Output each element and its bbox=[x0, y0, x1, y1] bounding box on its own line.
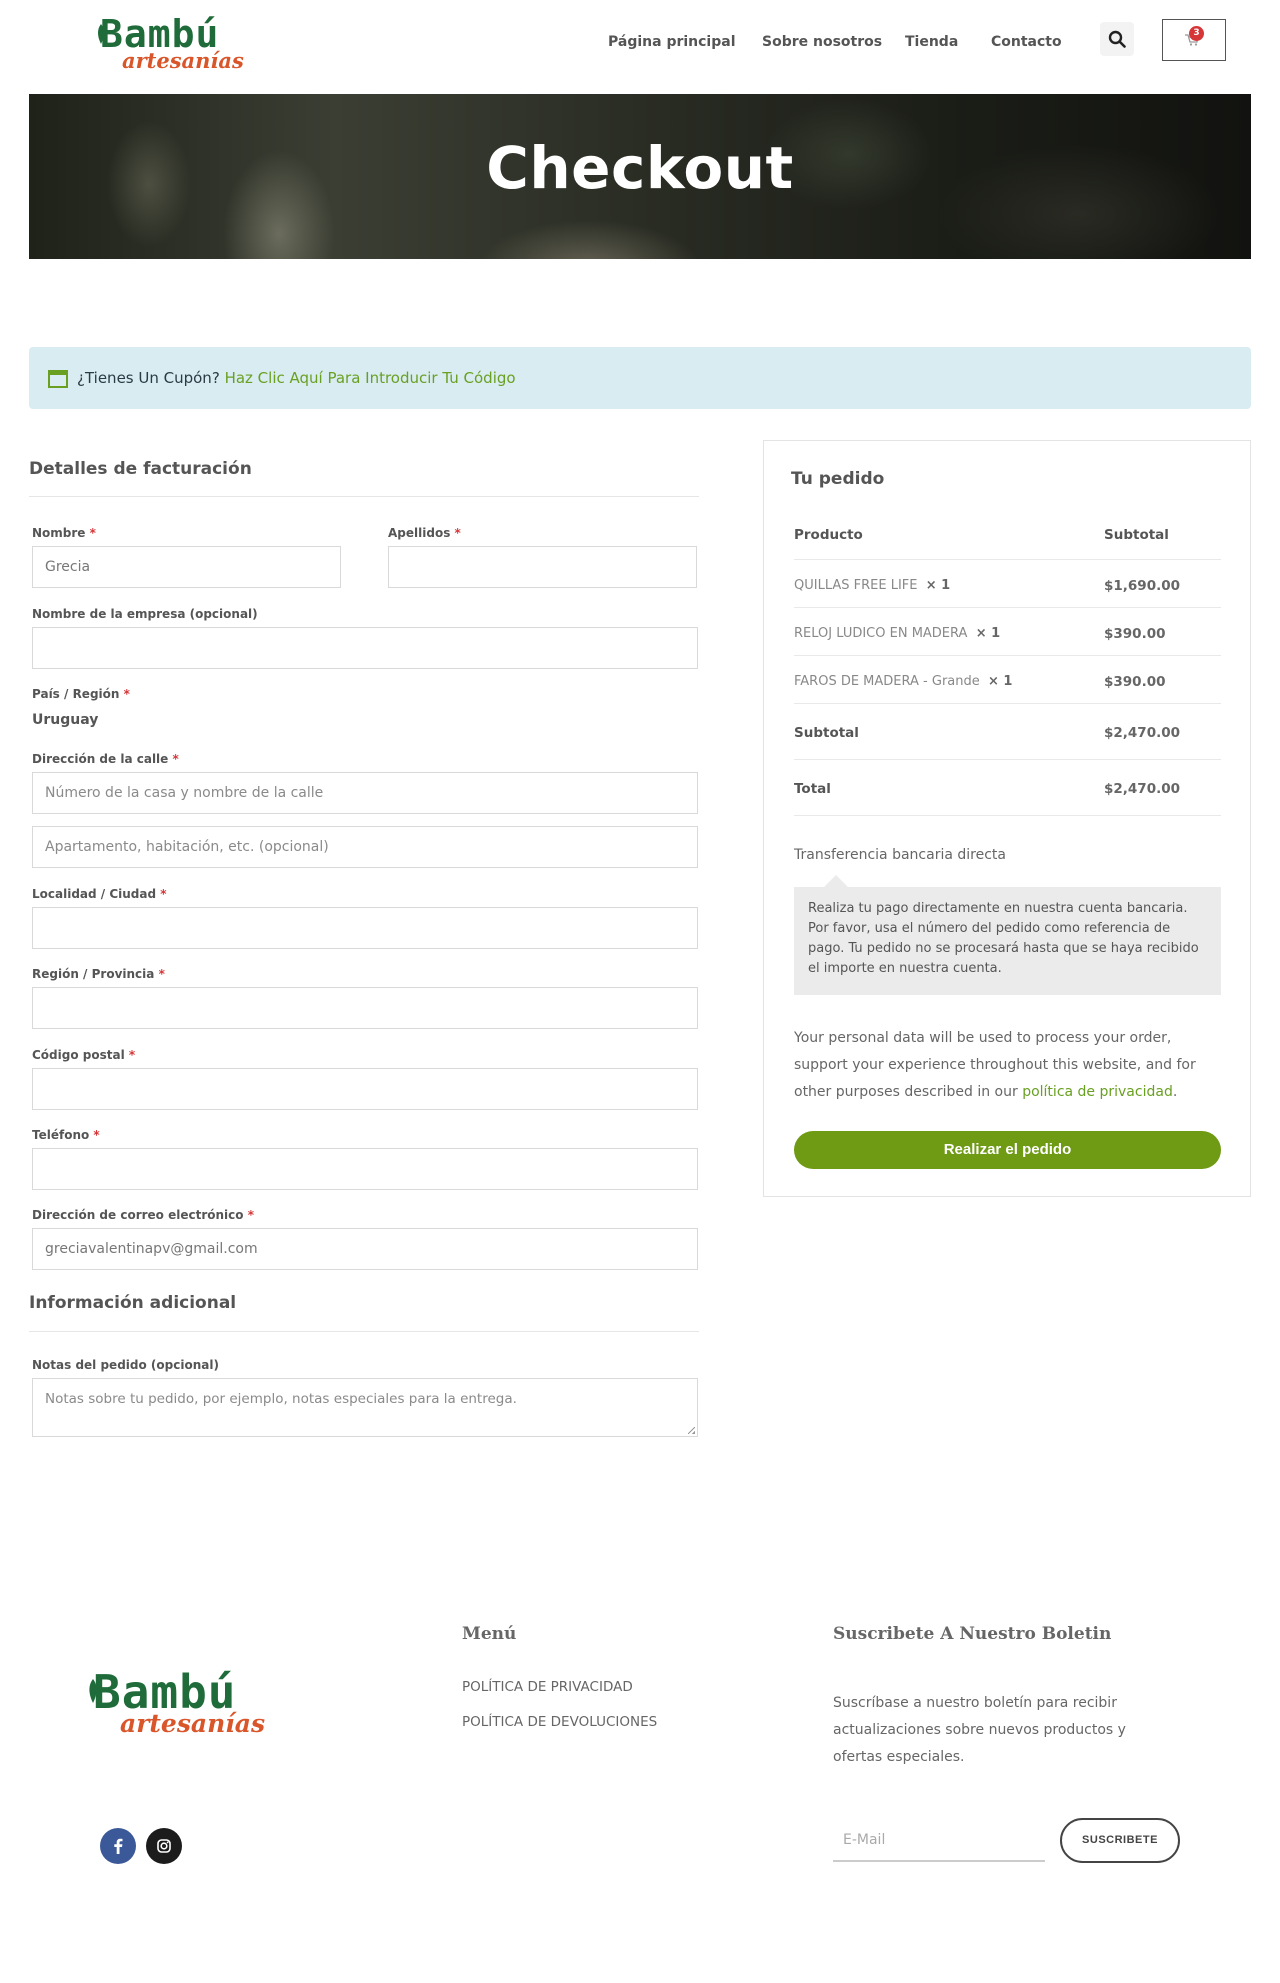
instagram-icon bbox=[156, 1838, 172, 1854]
footer-logo[interactable] bbox=[87, 1665, 277, 1745]
nav-home[interactable]: Página principal bbox=[608, 34, 736, 50]
last-name-field[interactable] bbox=[388, 546, 697, 588]
place-order-button[interactable]: Realizar el pedido bbox=[794, 1131, 1221, 1169]
additional-info-title: Información adicional bbox=[29, 1293, 237, 1313]
coupon-text bbox=[77, 369, 516, 387]
logo-wordmark: Bambú bbox=[93, 1665, 237, 1719]
order-review bbox=[763, 440, 1251, 1197]
table-divider bbox=[794, 703, 1221, 704]
cart-button[interactable] bbox=[1162, 19, 1226, 61]
last-name-label: Apellidos * bbox=[388, 526, 461, 540]
col-subtotal-header: Subtotal bbox=[1104, 527, 1169, 543]
coupon-link[interactable]: Haz Clic Aquí Para Introducir Tu Código bbox=[224, 369, 516, 387]
newsletter-email-input[interactable]: E-Mail bbox=[833, 1820, 1045, 1862]
country-label: País / Región * bbox=[32, 687, 130, 701]
site-logo[interactable] bbox=[96, 12, 256, 74]
privacy-notice: Your personal data will be used to process your order, support your experience throughout this website, and for other purposes described in our política de privacidad. bbox=[794, 1030, 1196, 1100]
company-field[interactable] bbox=[32, 627, 698, 669]
calendar-icon bbox=[48, 369, 68, 388]
billing-divider bbox=[29, 496, 699, 497]
table-divider bbox=[794, 559, 1221, 560]
col-product-header: Producto bbox=[794, 527, 863, 543]
company-label: Nombre de la empresa (opcional) bbox=[32, 607, 258, 621]
cart-count-badge: 3 bbox=[1189, 26, 1204, 41]
site-header bbox=[0, 0, 1280, 94]
search-button[interactable] bbox=[1100, 22, 1134, 56]
facebook-icon bbox=[111, 1838, 125, 1854]
nav-about[interactable]: Sobre nosotros bbox=[762, 34, 883, 50]
first-name-label: Nombre * bbox=[32, 526, 96, 540]
postcode-field[interactable] bbox=[32, 1068, 698, 1110]
order-item-price: $1,690.00 bbox=[1104, 578, 1181, 594]
subtotal-label: Subtotal bbox=[794, 725, 859, 741]
region-field[interactable] bbox=[32, 987, 698, 1029]
payment-box-arrow bbox=[824, 875, 848, 887]
instagram-link[interactable] bbox=[146, 1828, 182, 1864]
footer-link-privacy[interactable]: POLÍTICA DE PRIVACIDAD bbox=[462, 1679, 633, 1695]
table-divider bbox=[794, 655, 1221, 656]
order-notes-label: Notas del pedido (opcional) bbox=[32, 1358, 219, 1372]
nav-contact[interactable]: Contacto bbox=[991, 34, 1062, 50]
street-address-1-field[interactable]: Número de la casa y nombre de la calle bbox=[32, 772, 698, 814]
logo-tagline: artesanías bbox=[122, 48, 244, 73]
facebook-link[interactable] bbox=[100, 1828, 136, 1864]
order-item-name: FAROS DE MADERA - Grande × 1 bbox=[794, 674, 1013, 689]
city-label: Localidad / Ciudad * bbox=[32, 887, 167, 901]
coupon-notice bbox=[29, 347, 1251, 409]
email-label: Dirección de correo electrónico * bbox=[32, 1208, 254, 1222]
subtotal-value: $2,470.00 bbox=[1104, 725, 1181, 741]
page-title: Checkout bbox=[486, 134, 794, 202]
resize-handle[interactable] bbox=[688, 1427, 695, 1434]
phone-label: Teléfono * bbox=[32, 1128, 100, 1142]
order-item-name: RELOJ LUDICO EN MADERA × 1 bbox=[794, 626, 1001, 641]
newsletter-title: Suscribete A Nuestro Boletin bbox=[833, 1624, 1112, 1644]
subscribe-button[interactable]: SUSCRIBETE bbox=[1060, 1818, 1180, 1863]
order-notes-placeholder: Notas sobre tu pedido, por ejemplo, notas especiales para la entrega. bbox=[45, 1391, 517, 1407]
total-value: $2,470.00 bbox=[1104, 781, 1181, 797]
footer-link-returns[interactable]: POLÍTICA DE DEVOLUCIONES bbox=[462, 1714, 658, 1730]
street-address-2-field[interactable]: Apartamento, habitación, etc. (opcional) bbox=[32, 826, 698, 868]
phone-field[interactable] bbox=[32, 1148, 698, 1190]
table-divider bbox=[794, 815, 1221, 816]
newsletter-text: Suscríbase a nuestro boletín para recibir actualizaciones sobre nuevos productos y ofertas especiales. bbox=[833, 1695, 1126, 1765]
logo-tagline: artesanías bbox=[120, 1709, 266, 1738]
coupon-question: ¿Tienes Un Cupón? bbox=[77, 369, 220, 387]
total-label: Total bbox=[794, 781, 831, 797]
footer-menu-title: Menú bbox=[462, 1624, 517, 1644]
search-icon bbox=[1108, 30, 1126, 48]
order-item-name: QUILLAS FREE LIFE × 1 bbox=[794, 578, 951, 593]
city-field[interactable] bbox=[32, 907, 698, 949]
email-field[interactable]: greciavalentinapv@gmail.com bbox=[32, 1228, 698, 1270]
table-divider bbox=[794, 607, 1221, 608]
additional-divider bbox=[29, 1331, 699, 1332]
country-value: Uruguay bbox=[32, 712, 99, 728]
street-label: Dirección de la calle * bbox=[32, 752, 179, 766]
billing-title: Detalles de facturación bbox=[29, 459, 252, 479]
nav-shop[interactable]: Tienda bbox=[905, 34, 959, 50]
first-name-field[interactable]: Grecia bbox=[32, 546, 341, 588]
region-label: Región / Provincia * bbox=[32, 967, 165, 981]
payment-method-label: Transferencia bancaria directa bbox=[794, 847, 1006, 863]
order-item-price: $390.00 bbox=[1104, 626, 1166, 642]
payment-description: Realiza tu pago directamente en nuestra cuenta bancaria. Por favor, usa el número del pedido como referencia de pago. Tu pedido no se procesará hasta que se haya recibido el importe en nuestra cuenta. bbox=[794, 887, 1221, 995]
privacy-policy-link[interactable]: política de privacidad bbox=[1022, 1084, 1173, 1100]
table-divider bbox=[794, 759, 1221, 760]
hero-banner bbox=[29, 94, 1251, 259]
postcode-label: Código postal * bbox=[32, 1048, 136, 1062]
order-item-price: $390.00 bbox=[1104, 674, 1166, 690]
order-title: Tu pedido bbox=[791, 469, 885, 489]
order-notes-field[interactable] bbox=[32, 1378, 698, 1437]
logo-wordmark: Bambú bbox=[100, 12, 220, 56]
